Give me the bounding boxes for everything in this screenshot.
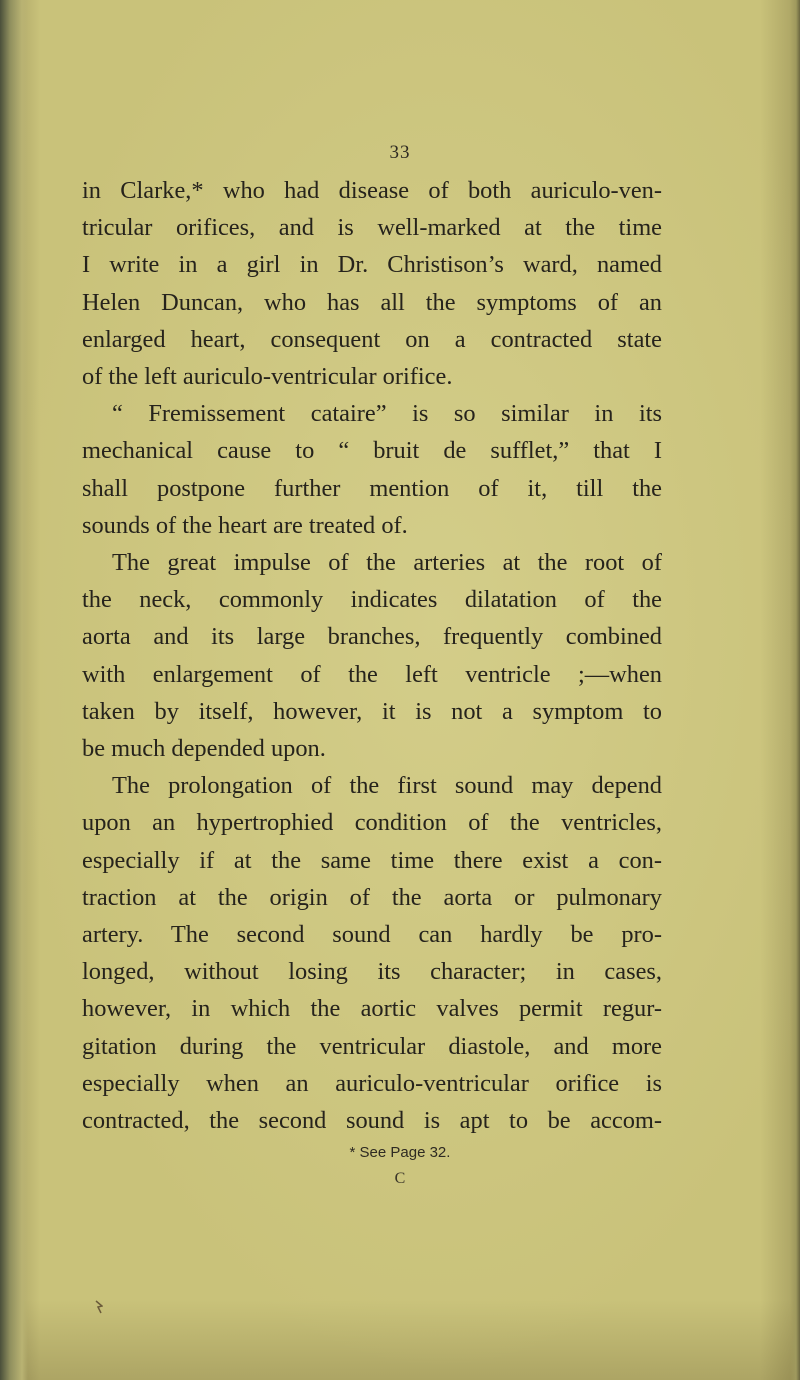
signature-mark: C xyxy=(394,1170,406,1187)
text-line: traction at the origin of the aorta or pulmonary xyxy=(82,883,662,911)
text-line: The great impulse of the arteries at the root of xyxy=(112,549,662,577)
text-line: the neck, commonly indicates dilatation of the xyxy=(82,586,662,614)
text-line: “ Fremissement cataire” is so similar in its xyxy=(112,400,662,428)
text-line: Helen Duncan, who has all the symptoms of an xyxy=(82,288,662,316)
text-line: upon an hypertrophied condition of the ventricles, xyxy=(82,809,662,837)
text-line: taken by itself, however, it is not a symptom to xyxy=(82,697,662,725)
text-line: aorta and its large branches, frequently combined xyxy=(82,623,662,651)
text-line: artery. The second sound can hardly be pro- xyxy=(82,921,662,949)
body-text xyxy=(82,172,662,1139)
page-number: 33 xyxy=(389,142,411,163)
text-line: in Clarke,* who had disease of both auriculo-ven- xyxy=(82,177,662,204)
text-line: contracted, the second sound is apt to be accom- xyxy=(82,1107,662,1135)
text-line: longed, without losing its character; in cases, xyxy=(82,958,662,986)
text-line: I write in a girl in Dr. Christison’s ward, named xyxy=(82,251,662,279)
text-line: mechanical cause to “ bruit de sufflet,” that I xyxy=(82,437,662,465)
text-line: of the left auriculo-ventricular orifice. xyxy=(82,363,453,391)
ink-blemish-icon xyxy=(95,1300,103,1314)
text-line: shall postpone further mention of it, till the xyxy=(82,474,662,502)
text-line: be much depended upon. xyxy=(82,735,326,763)
text-line: sounds of the heart are treated of. xyxy=(82,511,408,539)
text-line: enlarged heart, consequent on a contracted state xyxy=(82,325,662,353)
text-line: The prolongation of the first sound may depend xyxy=(112,772,662,800)
text-line: especially if at the same time there exist a con- xyxy=(82,846,662,874)
text-line: gitation during the ventricular diastole, and more xyxy=(82,1032,662,1060)
text-line: however, in which the aortic valves permit regur- xyxy=(82,995,662,1023)
text-line: tricular orifices, and is well-marked at the time xyxy=(82,214,662,242)
footnote: * See Page 32. xyxy=(349,1144,451,1161)
text-line: with enlargement of the left ventricle ;—when xyxy=(82,660,662,688)
text-line: especially when an auriculo-ventricular orifice is xyxy=(82,1069,662,1097)
